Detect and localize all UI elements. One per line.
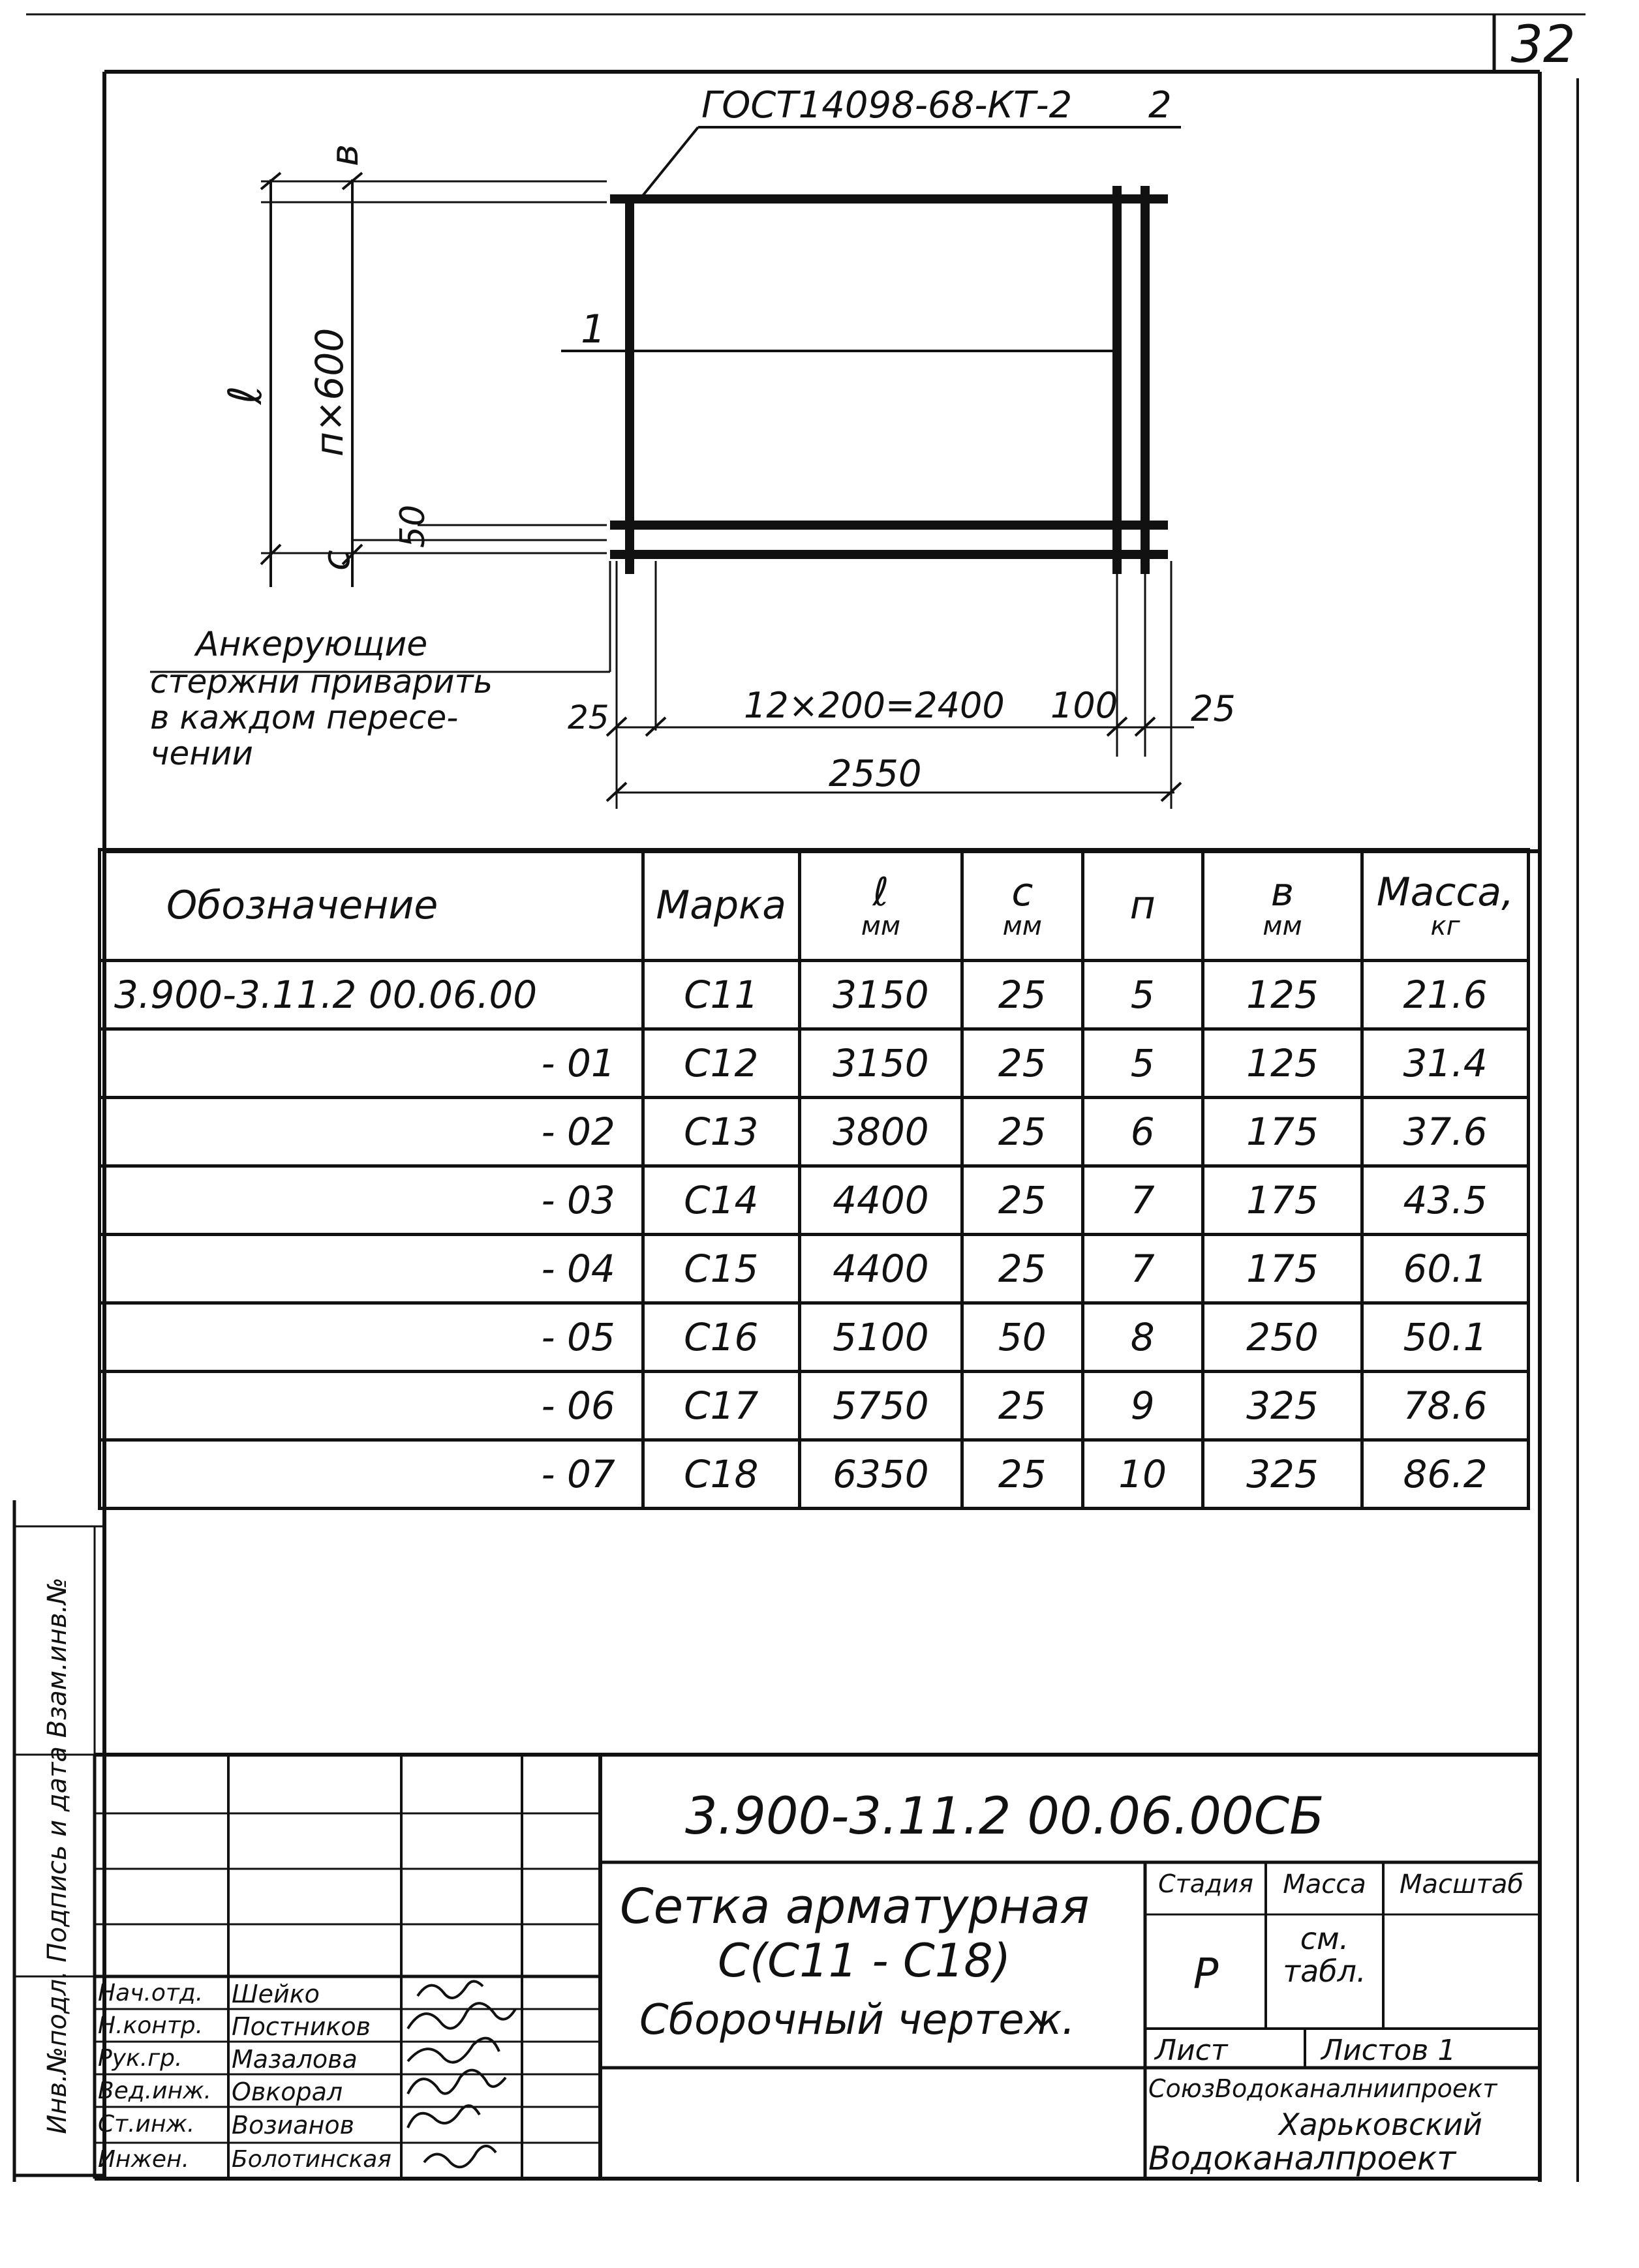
dim-total: 2550 xyxy=(829,753,922,795)
note-line-1: Анкерующие xyxy=(196,625,428,664)
row-c: 25 xyxy=(962,1372,1082,1440)
row-b: 250 xyxy=(1202,1303,1362,1372)
row-n: 5 xyxy=(1082,1029,1202,1098)
row-b: 325 xyxy=(1202,1440,1362,1509)
position-1-label: 1 xyxy=(581,307,606,352)
role-label: Нач.отд. xyxy=(98,1980,204,2006)
mass-value-line-2: табл. xyxy=(1283,1954,1366,1989)
row-mark: С16 xyxy=(643,1303,799,1372)
position-2-label: 2 xyxy=(1148,84,1172,127)
dim-25-right: 25 xyxy=(1191,688,1236,729)
org-line-2: Харьковский xyxy=(1279,2107,1482,2142)
row-designation: - 06 xyxy=(100,1372,643,1440)
sheets-header: Листов 1 xyxy=(1321,2034,1456,2067)
row-n: 10 xyxy=(1082,1440,1202,1509)
header-mark: Марка xyxy=(643,850,799,961)
dim-25-left: 25 xyxy=(568,699,609,736)
note-line-3: в каждом пересе- xyxy=(150,699,459,736)
row-n: 8 xyxy=(1082,1303,1202,1372)
role-name: Шейко xyxy=(232,1980,320,2008)
role-name: Возианов xyxy=(232,2111,354,2139)
sheet-number: 32 xyxy=(1510,16,1576,74)
signature-mark xyxy=(408,2070,506,2094)
row-b: 175 xyxy=(1202,1235,1362,1303)
dim-n600-label: п×600 xyxy=(307,327,352,457)
row-c: 25 xyxy=(962,1029,1082,1098)
row-l: 4400 xyxy=(799,1166,962,1235)
row-mass: 37.6 xyxy=(1362,1098,1529,1166)
row-mass: 78.6 xyxy=(1362,1372,1529,1440)
title-line-1: Сетка арматурная xyxy=(620,1879,1090,1935)
dim-100: 100 xyxy=(1050,685,1118,726)
row-mark: С11 xyxy=(643,961,799,1029)
row-b: 175 xyxy=(1202,1166,1362,1235)
row-designation: - 03 xyxy=(100,1166,643,1235)
row-mark: С18 xyxy=(643,1440,799,1509)
row-mark: С14 xyxy=(643,1166,799,1235)
header-c: с мм xyxy=(962,850,1082,961)
row-mark: С17 xyxy=(643,1372,799,1440)
row-designation: - 05 xyxy=(100,1303,643,1372)
row-l: 6350 xyxy=(799,1440,962,1509)
row-mass: 21.6 xyxy=(1362,961,1529,1029)
row-l: 5100 xyxy=(799,1303,962,1372)
row-b: 125 xyxy=(1202,961,1362,1029)
row-l: 3150 xyxy=(799,1029,962,1098)
row-mark: С13 xyxy=(643,1098,799,1166)
stage-header: Стадия xyxy=(1158,1869,1253,1898)
row-designation: - 01 xyxy=(100,1029,643,1098)
row-designation: - 04 xyxy=(100,1235,643,1303)
row-n: 9 xyxy=(1082,1372,1202,1440)
row-b: 175 xyxy=(1202,1098,1362,1166)
row-c: 25 xyxy=(962,1098,1082,1166)
row-designation: 3.900-3.11.2 00.06.00 xyxy=(100,961,643,1029)
header-mass: Масса, кг xyxy=(1362,850,1529,961)
header-n: п xyxy=(1082,850,1202,961)
dim-b-label: в xyxy=(322,144,367,166)
signature-mark xyxy=(408,2003,515,2029)
row-designation: - 07 xyxy=(100,1440,643,1509)
row-mass: 60.1 xyxy=(1362,1235,1529,1303)
row-mass: 86.2 xyxy=(1362,1440,1529,1509)
role-name: Постников xyxy=(232,2012,371,2041)
sheet-header: Лист xyxy=(1155,2034,1228,2067)
role-label: Ст.инж. xyxy=(98,2111,195,2138)
role-label: Вед.инж. xyxy=(98,2078,211,2104)
header-l: ℓ мм xyxy=(799,850,962,961)
row-l: 5750 xyxy=(799,1372,962,1440)
scale-header: Масштаб xyxy=(1399,1869,1524,1899)
row-mass: 43.5 xyxy=(1362,1166,1529,1235)
dim-c-label: с xyxy=(314,550,358,571)
drawing-code: 3.900-3.11.2 00.06.00СБ xyxy=(685,1787,1325,1846)
role-label: Н.контр. xyxy=(98,2012,204,2039)
row-l: 3150 xyxy=(799,961,962,1029)
title-line-3: Сборочный чертеж. xyxy=(639,1996,1075,2044)
dim-spacing: 12×200=2400 xyxy=(744,685,1005,726)
signature-mark xyxy=(424,2146,496,2167)
title-line-2: С(С11 - С18) xyxy=(718,1934,1011,1988)
row-mass: 31.4 xyxy=(1362,1029,1529,1098)
row-mass: 50.1 xyxy=(1362,1303,1529,1372)
note-line-2: стержни приварить xyxy=(150,663,493,701)
stage-value: Р xyxy=(1193,1950,1219,1999)
org-line-1: СоюзВодоканалниипроект xyxy=(1148,2074,1497,2103)
mass-header: Масса xyxy=(1283,1869,1366,1899)
row-l: 4400 xyxy=(799,1235,962,1303)
dim-l-label: ℓ xyxy=(219,386,272,404)
role-name: Овкорал xyxy=(232,2078,343,2106)
signature-mark xyxy=(408,2106,480,2128)
row-c: 25 xyxy=(962,1440,1082,1509)
row-c: 25 xyxy=(962,961,1082,1029)
row-n: 6 xyxy=(1082,1098,1202,1166)
row-c: 25 xyxy=(962,1166,1082,1235)
header-designation: Обозначение xyxy=(100,850,643,961)
row-b: 325 xyxy=(1202,1372,1362,1440)
note-line-4: чении xyxy=(150,734,253,772)
side-stamp: Инв.№подл. Подпись и дата Взам.инв.№ xyxy=(42,1577,72,2134)
row-mark: С12 xyxy=(643,1029,799,1098)
role-label: Инжен. xyxy=(98,2146,190,2173)
row-n: 7 xyxy=(1082,1166,1202,1235)
row-n: 7 xyxy=(1082,1235,1202,1303)
row-designation: - 02 xyxy=(100,1098,643,1166)
row-c: 25 xyxy=(962,1235,1082,1303)
row-n: 5 xyxy=(1082,961,1202,1029)
row-c: 50 xyxy=(962,1303,1082,1372)
row-b: 125 xyxy=(1202,1029,1362,1098)
role-label: Рук.гр. xyxy=(98,2045,183,2072)
role-name: Болотинская xyxy=(232,2146,391,2173)
role-name: Мазалова xyxy=(232,2045,358,2074)
signature-mark xyxy=(418,1982,483,1999)
mass-value-line-1: см. xyxy=(1300,1921,1349,1956)
org-line-3: Водоканалпроект xyxy=(1148,2139,1456,2177)
signature-mark xyxy=(408,2038,499,2063)
row-mark: С15 xyxy=(643,1235,799,1303)
header-b: в мм xyxy=(1202,850,1362,961)
row-l: 3800 xyxy=(799,1098,962,1166)
dim-50-label: 50 xyxy=(393,504,433,548)
gost-label: ГОСТ14098-68-КТ-2 xyxy=(701,84,1073,127)
